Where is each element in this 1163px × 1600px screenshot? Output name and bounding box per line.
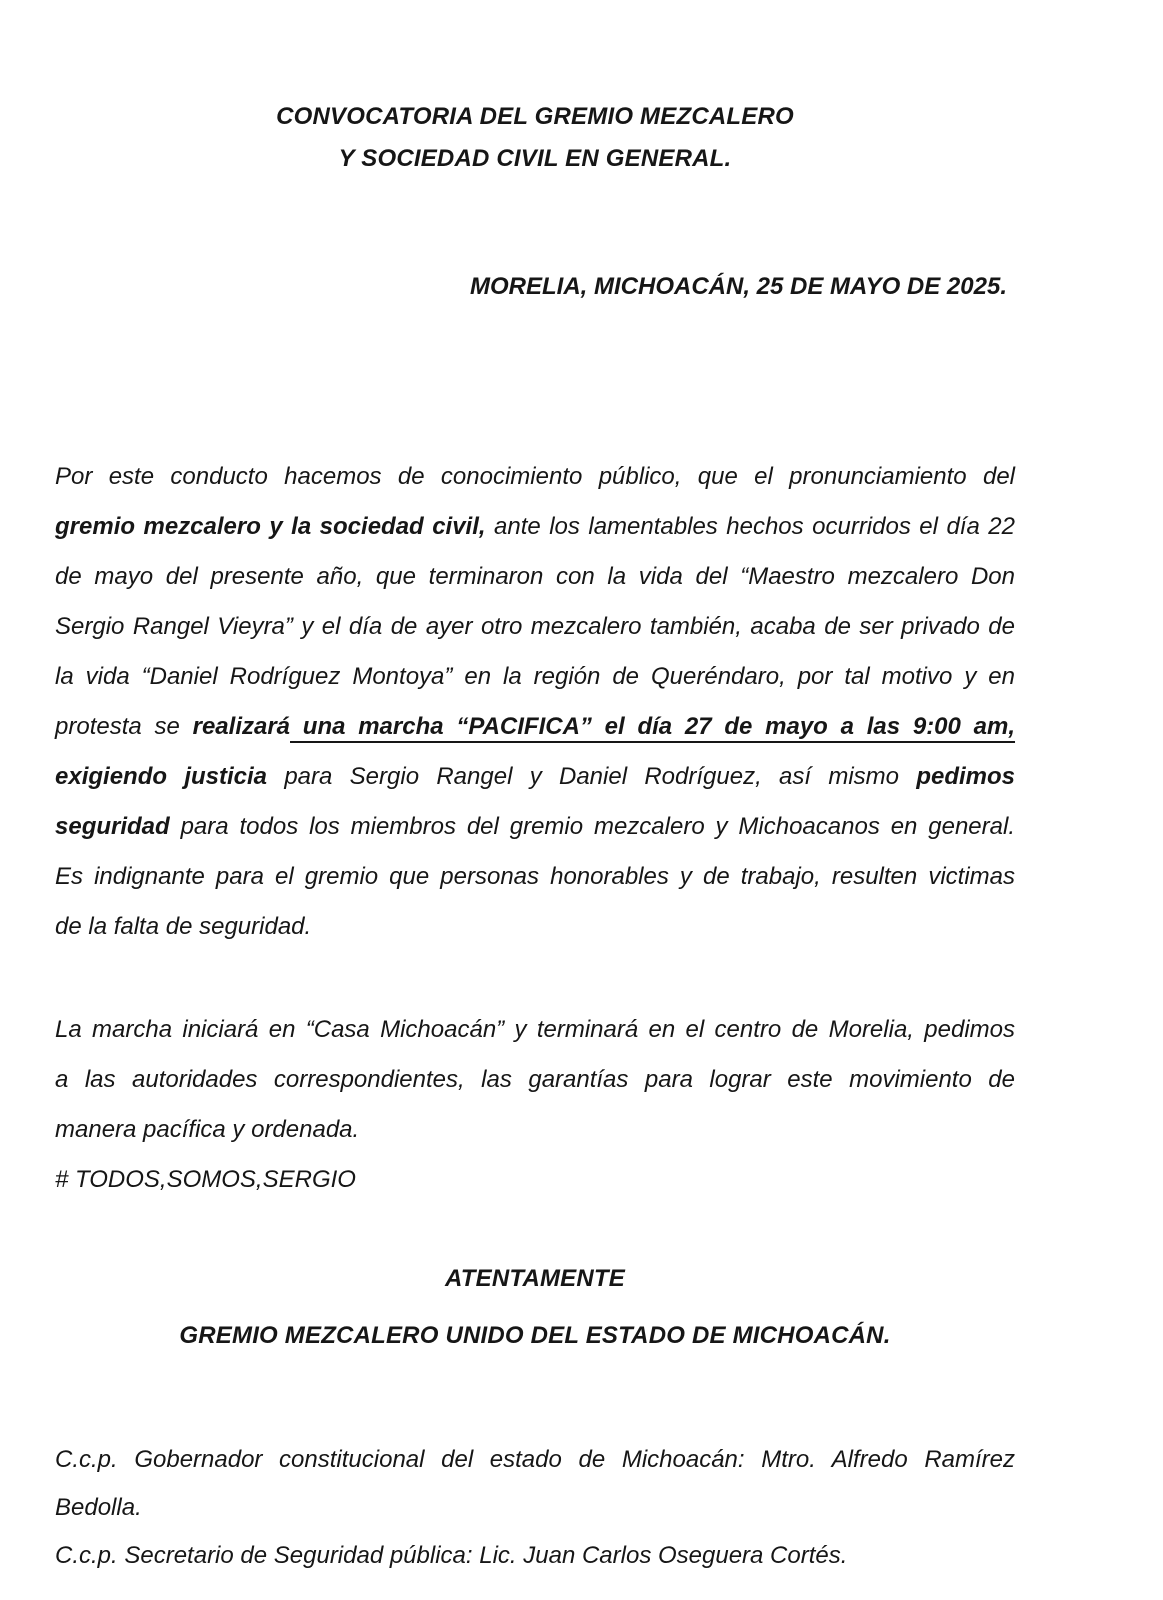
text-segment: La marcha iniciará en “Casa Michoacán” y terminará en el centro de Morelia, pedimos — [55, 1016, 1015, 1043]
text-line — [55, 552, 1015, 602]
document-title — [55, 96, 1015, 180]
text-segment: # TODOS,SOMOS,SERGIO — [55, 1166, 356, 1193]
text-line — [55, 752, 1015, 802]
text-line — [55, 652, 1015, 702]
text-line — [55, 1484, 1015, 1532]
text-segment: Por este conducto hacemos de conocimiento público, que el pronunciamiento del — [55, 463, 1015, 490]
text-segment: C.c.p. Gobernador constitucional del estado de Michoacán: Mtro. Alfredo Ramírez — [55, 1446, 1015, 1473]
paragraph-marcha — [55, 1005, 1015, 1205]
text-segment: C.c.p. Secretario de Seguridad pública: Lic. Juan Carlos Oseguera Cortés. — [55, 1542, 848, 1569]
text-segment: Es indignante para el gremio que personas honorables y de trabajo, resulten victimas — [55, 863, 1015, 890]
text-segment: pedimos — [916, 763, 1016, 790]
ccp-block — [55, 1436, 1015, 1580]
document-title-line-1: CONVOCATORIA DEL GREMIO MEZCALERO — [276, 103, 794, 130]
closing-atentamente: ATENTAMENTE — [445, 1265, 625, 1292]
closing-block — [55, 1250, 1015, 1364]
text-segment: realizará — [192, 713, 291, 740]
text-segment: para Sergio Rangel y Daniel Rodríguez, así mismo — [267, 763, 917, 790]
text-segment: manera pacífica y ordenada. — [55, 1116, 360, 1143]
text-line — [55, 1105, 1015, 1155]
text-line — [55, 1532, 1015, 1580]
text-line — [55, 1436, 1015, 1484]
text-segment: para todos los miembros del gremio mezcalero y Michoacanos en general. — [169, 813, 1015, 840]
text-line — [55, 1005, 1015, 1055]
text-line — [55, 702, 1015, 752]
text-segment: de la falta de seguridad. — [55, 913, 312, 940]
text-segment: ante los lamentables hechos ocurridos el día 22 — [485, 513, 1015, 540]
text-line — [55, 902, 1015, 952]
text-segment: exigiendo justicia — [55, 763, 268, 790]
text-line — [55, 1155, 1015, 1205]
text-segment: gremio mezcalero y la sociedad civil, — [55, 513, 486, 540]
text-line — [55, 802, 1015, 852]
text-line — [55, 452, 1015, 502]
document-title-line-2: Y SOCIEDAD CIVIL EN GENERAL. — [338, 145, 732, 172]
text-segment: protesta se — [55, 713, 193, 740]
closing-signatory: GREMIO MEZCALERO UNIDO DEL ESTADO DE MICHOACÁN. — [179, 1322, 891, 1349]
text-line — [55, 602, 1015, 652]
text-segment: de mayo del presente año, que terminaron con la vida del “Maestro mezcalero Don — [55, 563, 1015, 590]
paragraph-pronunciamiento — [55, 452, 1015, 952]
text-segment: una marcha “PACIFICA” el día 27 de mayo a las 9:00 am, — [290, 713, 1016, 740]
text-line — [55, 852, 1015, 902]
text-segment: seguridad — [55, 813, 170, 840]
text-line — [55, 502, 1015, 552]
text-line — [55, 1055, 1015, 1105]
text-segment: Bedolla. — [55, 1494, 142, 1521]
text-segment: Sergio Rangel Vieyra” y el día de ayer otro mezcalero también, acaba de ser privado de — [55, 613, 1015, 640]
text-segment: a las autoridades correspondientes, las garantías para lograr este movimiento de — [55, 1066, 1015, 1093]
text-segment: la vida “Daniel Rodríguez Montoya” en la región de Queréndaro, por tal motivo y en — [55, 663, 1015, 690]
dateline: MORELIA, MICHOACÁN, 25 DE MAYO DE 2025. — [470, 273, 1007, 300]
